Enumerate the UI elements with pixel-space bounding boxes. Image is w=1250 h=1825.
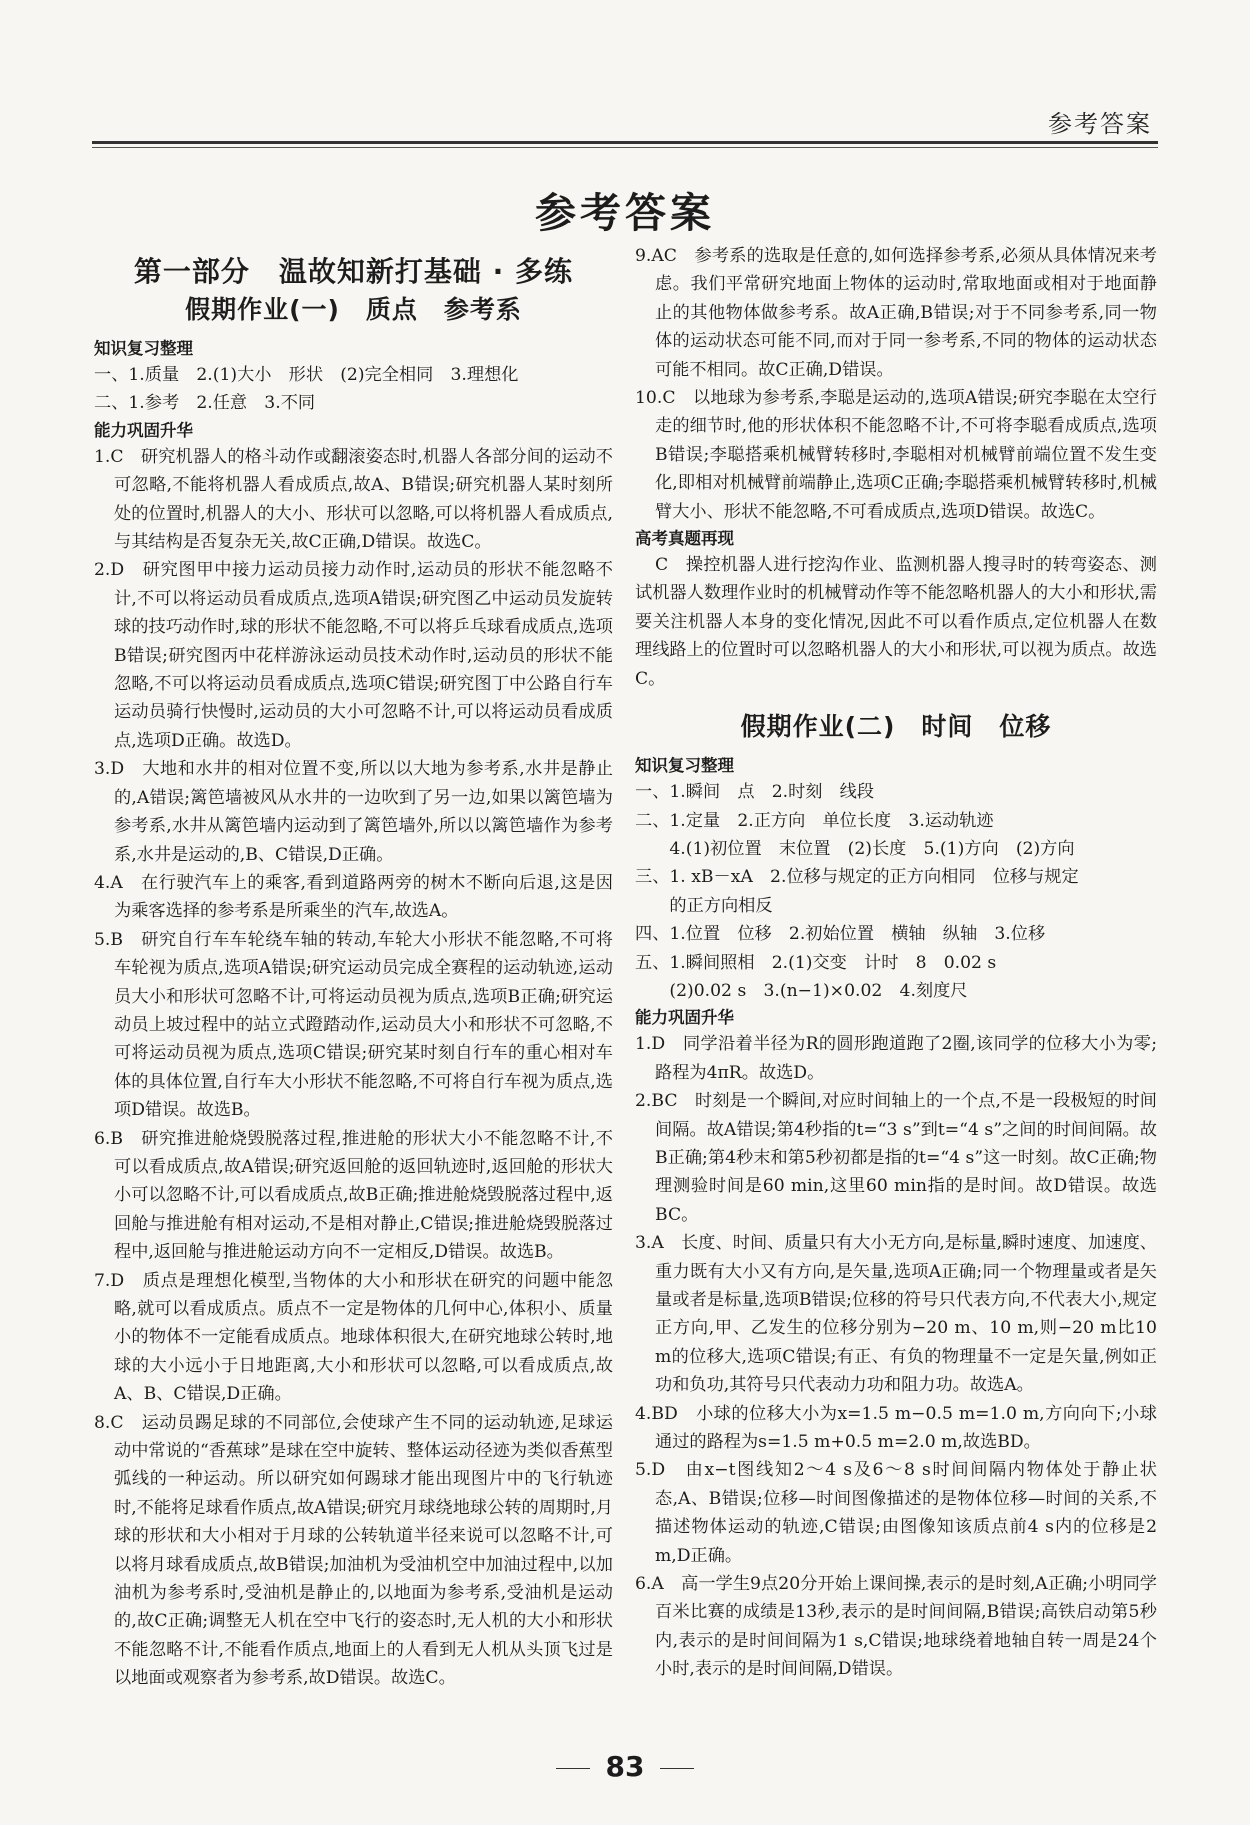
review-line: 二、1.参考 2.任意 3.不同 bbox=[94, 393, 316, 414]
answer-item: 9.AC 参考系的选取是任意的,如何选择参考系,必须从具体情况来考虑。我们平常研究地面上物体的运动时,常取地面或相对于地面静止的其他物体做参考系。故A正确,B错误;对于不同参考系,同一物体的运动状态可能不同,而对于同一参考系,不同的物体的运动状态可能不相同。故C正确,D错误。 bbox=[635, 246, 1157, 380]
answer-item: 5.D 由x−t图线知2～4 s及6～8 s时间间隔内物体处于静止状态,A、B错误;位移—时间图像描述的是物体位移—时间的关系,不描述物体运动的轨迹,C错误;由图像知该质点前4 s内的位移是2 m,D正确。 bbox=[635, 1460, 1157, 1566]
header-rule-thin bbox=[92, 147, 1158, 148]
homework-1-title: 假期作业(一) 质点 参考系 bbox=[185, 295, 522, 324]
review-line: 五、1.瞬间照相 2.(1)交变 计时 8 0.02 s bbox=[635, 952, 997, 973]
review-line: 一、1.瞬间 点 2.时刻 线段 bbox=[635, 782, 875, 803]
section-heading-review-2: 知识复习整理 bbox=[635, 756, 734, 776]
answer-item: 3.D 大地和水井的相对位置不变,所以以大地为参考系,水井是静止的,A错误;篱笆墙被风从水井的一边吹到了另一边,如果以篱笆墙为参考系,水井从篱笆墙内运动到了篱笆墙外,所以以篱笆墙作为参考系,水井是运动的,B、C错误,D正确。 bbox=[94, 759, 613, 865]
answer-item: 7.D 质点是理想化模型,当物体的大小和形状在研究的问题中能忽略,就可以看成质点。质点不一定是物体的几何中心,体积小、质量小的物体不一定能看成质点。地球体积很大,在研究地球公转时,地球的大小远小于日地距离,大小和形状可以忽略,可以看成质点,故A、B、C错误,D正确。 bbox=[94, 1270, 613, 1405]
review-line: 二、1.定量 2.正方向 单位长度 3.运动轨迹 bbox=[635, 810, 994, 831]
page-number-dash-right bbox=[660, 1768, 694, 1769]
answer-item: 4.BD 小球的位移大小为x=1.5 m−0.5 m=1.0 m,方向向下;小球通过的路程为s=1.5 m+0.5 m=2.0 m,故选BD。 bbox=[635, 1403, 1157, 1453]
answer-item: 3.A 长度、时间、质量只有大小无方向,是标量,瞬时速度、加速度、重力既有大小又有方向,是矢量,选项A正确;同一个物理量或者是矢量或者是标量,选项B错误;位移的符号只代表方向,不代表大小,规定正方向,甲、乙发生的位移分别为−20 m、10 m,则−20 m比10 m的位移大,选项C错误;有正、有负的物理量不一定是矢量,例如正功和负功,其符号只代表动力功和阻力功。故选A。 bbox=[635, 1233, 1157, 1396]
homework-2-title: 假期作业(二) 时间 位移 bbox=[740, 712, 1052, 742]
page-number-value: 83 bbox=[605, 1750, 645, 1783]
spacer bbox=[635, 693, 1157, 707]
page-number-dash-left bbox=[556, 1768, 590, 1769]
answer-item: 1.D 同学沿着半径为R的圆形跑道跑了2圈,该同学的位移大小为零;路程为4πR。故选D。 bbox=[635, 1034, 1157, 1083]
section-heading-ability-2: 能力巩固升华 bbox=[635, 1008, 734, 1028]
answer-item: 6.B 研究推进舱烧毁脱落过程,推进舱的形状大小不能忽略不计,不可以看成质点,故A错误;研究返回舱的返回轨迹时,返回舱的形状大小可以忽略不计,可以看成质点,故B正确;推进舱烧毁脱落过程中,返回舱与推进舱有相对运动,不是相对静止,C错误;推进舱烧毁脱落过程中,返回舱与推进舱运动方向不一定相反,D错误。故选B。 bbox=[94, 1128, 613, 1263]
section-heading-exam: 高考真题再现 bbox=[635, 529, 734, 549]
review-line: 的正方向相反 bbox=[635, 895, 773, 916]
answer-item: 10.C 以地球为参考系,李聪是运动的,选项A错误;研究李聪在太空行走的细节时,他的形状体积不能忽略不计,不可将李聪看成质点,选项B错误;李聪搭乘机械臂转移时,李聪相对机械臂前端位置不发生变化,即相对机械臂前端静止,选项C正确;李聪搭乘机械臂转移时,机械臂大小、形状不能忽略,不可看成质点,选项D错误。故选C。 bbox=[635, 388, 1157, 522]
answer-item: 1.C 研究机器人的格斗动作或翻滚姿态时,机器人各部分间的运动不可忽略,不能将机器人看成质点,故A、B错误;研究机器人某时刻所处的位置时,机器人的大小、形状可以忽略,可以将机器人看成质点,与其结构是否复杂无关,故C正确,D错误。故选C。 bbox=[94, 446, 613, 553]
answer-item: 5.B 研究自行车车轮绕车轴的转动,车轮大小形状不能忽略,不可将车轮视为质点,选项A错误;研究运动员完成全赛程的运动轨迹,运动员大小和形状可忽略不计,可将运动员视为质点,选项B正确;研究运动员上坡过程中的站立式蹬踏动作,运动员大小和形状不可忽略,不可将运动员视为质点,选项C错误;研究某时刻自行车的重心相对车体的具体位置,自行车大小形状不能忽略,不可将自行车视为质点,选项D错误。故选B。 bbox=[94, 929, 613, 1121]
section-heading-ability: 能力巩固升华 bbox=[94, 420, 193, 440]
page-title: 参考答案 bbox=[535, 189, 715, 237]
running-head: 参考答案 bbox=[1048, 110, 1152, 138]
left-column bbox=[94, 250, 613, 1693]
part-title: 第一部分 温故知新打基础 · 多练 bbox=[133, 255, 574, 288]
right-column bbox=[635, 242, 1157, 1684]
review-line: (2)0.02 s 3.(n−1)×0.02 4.刻度尺 bbox=[635, 980, 968, 1001]
answer-item: 6.A 高一学生9点20分开始上课间操,表示的是时刻,A正确;小明同学百米比赛的成绩是13秒,表示的是时间间隔,B错误;高铁启动第5秒内,表示的是时间间隔为1 s,C错误;地球绕着地轴自转一周是24个小时,表示的是时间间隔,D错误。 bbox=[635, 1574, 1157, 1680]
review-line: 三、1. xB－xA 2.位移与规定的正方向相同 位移与规定 bbox=[635, 867, 1079, 888]
section-heading-review: 知识复习整理 bbox=[94, 339, 193, 358]
answer-item: 2.BC 时刻是一个瞬间,对应时间轴上的一个点,不是一段极短的时间间隔。故A错误;第4秒指的t=“3 s”到t=“4 s”之间的时间间隔。故B正确;第4秒末和第5秒初都是指的t=“4 s”这一时刻。故C正确;物理测验时间是60 min,这里60 min指的是时间。故D错误。故选BC。 bbox=[635, 1091, 1157, 1225]
answer-item: 8.C 运动员踢足球的不同部位,会使球产生不同的运动轨迹,足球运动中常说的“香蕉球”是球在空中旋转、整体运动径迹为类似香蕉型弧线的一种运动。所以研究如何踢球才能出现图片中的飞行轨迹时,不能将足球看作质点,故A错误;研究月球绕地球公转的周期时,月球的形状和大小相对于月球的公转轨道半径来说可以忽略不计,可以将月球看成质点,故B错误;加油机为受油机空中加油过程中,以加油机为参考系时,受油机是静止的,以地面为参考系,受油机是运动的,故C正确;调整无人机在空中飞行的姿态时,无人机的大小和形状不能忽略不计,不能看作质点,地面上的人看到无人机从头顶飞过是以地面或观察者为参考系,故D错误。故选C。 bbox=[94, 1412, 613, 1689]
page-number bbox=[0, 1750, 1250, 1783]
review-line: 四、1.位置 位移 2.初始位置 横轴 纵轴 3.位移 bbox=[635, 924, 1046, 945]
review-line: 4.(1)初位置 末位置 (2)长度 5.(1)方向 (2)方向 bbox=[635, 838, 1075, 859]
answer-item: 2.D 研究图甲中接力运动员接力动作时,运动员的形状不能忽略不计,不可以将运动员看成质点,选项A错误;研究图乙中运动员发旋转球的技巧动作时,球的形状不能忽略,不可以将乒乓球看成质点,选项B错误;研究图丙中花样游泳运动员技术动作时,运动员的形状不能忽略,不可以将运动员看成质点,选项C错误;研究图丁中公路自行车运动员骑行快慢时,运动员的大小可忽略不计,可以将运动员看成质点,选项D正确。故选D。 bbox=[94, 560, 613, 751]
answer-item: 4.A 在行驶汽车上的乘客,看到道路两旁的树木不断向后退,这是因为乘客选择的参考系是所乘坐的汽车,故选A。 bbox=[94, 872, 613, 922]
review-line: 一、1.质量 2.(1)大小 形状 (2)完全相同 3.理想化 bbox=[94, 365, 519, 385]
exam-answer: C 操控机器人进行挖沟作业、监测机器人搜寻时的转弯姿态、测试机器人数理作业时的机械臂动作等不能忽略机器人的大小和形状,需要关注机器人本身的变化情况,因此不可以看作质点,定位机器人在数理线路上的位置时可以忽略机器人的大小和形状,可以视为质点。故选C。 bbox=[635, 555, 1157, 689]
header-rule-thick bbox=[92, 141, 1158, 144]
